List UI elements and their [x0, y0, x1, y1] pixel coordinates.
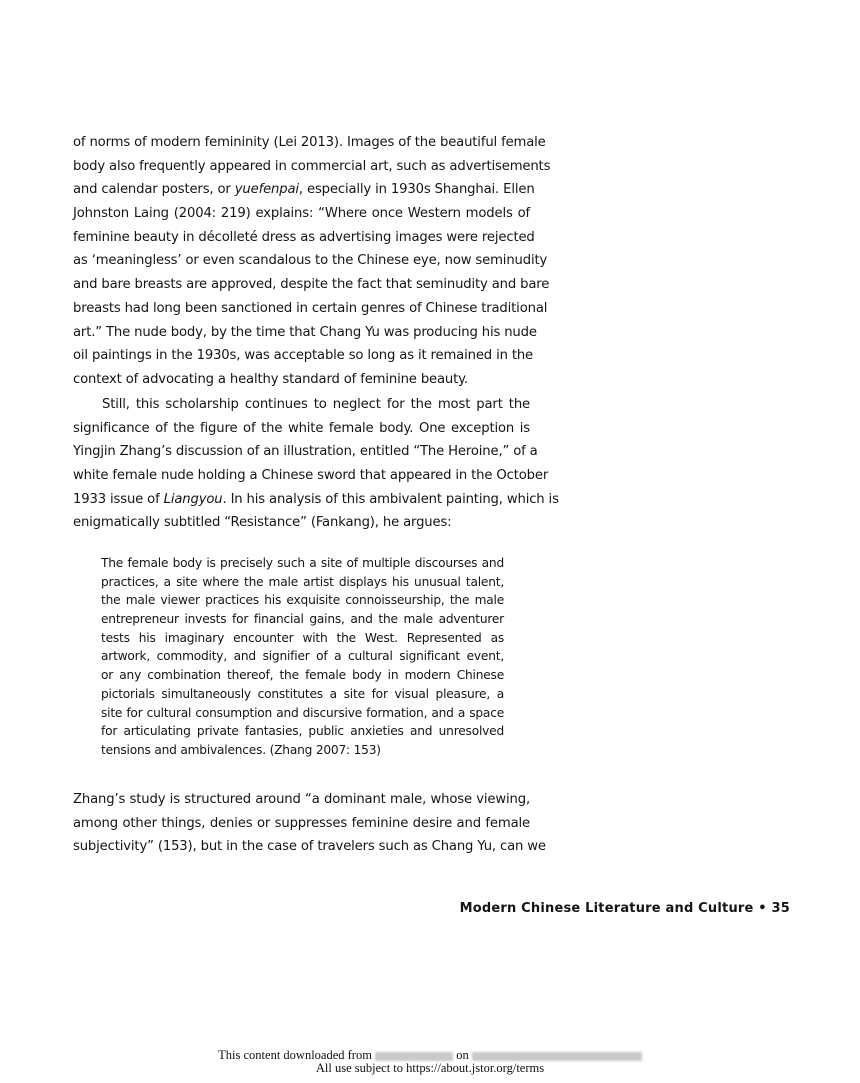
text-line: among other things, denies or suppresses feminine desire and female: [73, 815, 530, 831]
text-line: [73, 226, 535, 250]
quote-line: The female body is precisely such a site of multiple discourses and: [101, 556, 504, 570]
jstor-terms-line: All use subject to https://about.jstor.org/terms: [315, 1061, 545, 1075]
blockquote: [101, 554, 504, 760]
text-span: and bare breasts are approved, despite the fact that seminudity and bare: [73, 277, 550, 293]
quote-line: entrepreneur invests for financial gains, and the male adventurer: [101, 612, 504, 627]
text-line: [73, 249, 548, 273]
italic-term: yuefenpai: [234, 182, 299, 198]
quote-line: site for cultural consumption and discursive formation, and a space: [101, 705, 504, 720]
text-span: oil paintings in the 1930s, was acceptable so long as it remained in the: [73, 348, 534, 364]
text-line: [73, 393, 530, 417]
text-line: [73, 131, 546, 155]
text-line: [73, 321, 537, 345]
text-line: [73, 344, 534, 368]
text-line: [73, 155, 551, 179]
redacted-ip: [375, 1052, 453, 1061]
on-text: on: [456, 1048, 469, 1062]
text-span: art.” The nude body, by the time that Chang Yu was producing his nude: [73, 324, 537, 340]
jstor-download-line: [0, 1049, 860, 1062]
text-span: and calendar posters, or: [73, 182, 235, 198]
quote-line: for articulating private fantasies, public anxieties and unresolved: [101, 724, 504, 739]
quote-line: practices, a site where the male artist displays his unusual talent,: [101, 574, 504, 589]
text-line: [73, 511, 530, 535]
text-span: body also frequently appeared in commercial art, such as advertisements: [73, 158, 551, 174]
text-span: breasts had long been sanctioned in certain genres of Chinese traditional: [73, 300, 548, 316]
text-span: feminine beauty in décolleté dress as advertising images were rejected: [73, 229, 535, 245]
quote-line: or any combination thereof, the female body in modern Chinese: [101, 668, 504, 683]
text-line: [73, 488, 559, 512]
text-span: Johnston Laing (2004: 219) explains: “Where once Western models of: [73, 206, 530, 222]
text-line: Zhang’s study is structured around “a dominant male, whose viewing,: [73, 792, 530, 807]
text-line: [73, 464, 549, 488]
quote-line: pictorials simultaneously constitutes a site for visual pleasure, a: [101, 686, 504, 701]
redacted-date: [472, 1052, 642, 1061]
italic-term: Liangyou: [163, 491, 223, 507]
text-span: . In his analysis of this ambivalent painting, which is: [222, 491, 559, 507]
text-span: of norms of modern femininity (Lei 2013). Images of the beautiful female: [73, 135, 546, 150]
text-span: , especially in 1930s Shanghai. Ellen: [298, 182, 535, 198]
quote-line: tensions and ambivalences. (Zhang 2007: 153): [101, 742, 381, 757]
text-line: [73, 273, 550, 297]
running-footer: Modern Chinese Literature and Culture • 35: [459, 901, 790, 916]
text-span: Still, this scholarship continues to neglect for the most part the: [102, 397, 530, 412]
download-text: This content downloaded from: [218, 1048, 372, 1062]
text-line: [73, 178, 535, 202]
paragraph-1: [73, 131, 551, 392]
text-line: subjectivity” (153), but in the case of travelers such as Chang Yu, can we: [73, 839, 546, 855]
text-line: [73, 417, 530, 441]
text-span: significance of the figure of the white female body. One exception is: [73, 420, 530, 436]
text-line: [73, 202, 530, 226]
paragraph-2: [73, 393, 559, 535]
quote-line: the male viewer practices his exquisite connoisseurship, the male: [101, 593, 504, 608]
quote-line: tests his imaginary encounter with the West. Represented as: [101, 630, 504, 645]
jstor-notice: [0, 1049, 860, 1075]
text-line: [73, 440, 538, 464]
quote-line: artwork, commodity, and signifier of a cultural significant event,: [101, 649, 504, 664]
text-line: [73, 297, 548, 321]
text-span: enigmatically subtitled “Resistance” (Fankang), he argues:: [73, 515, 452, 531]
text-span: as ‘meaningless’ or even scandalous to the Chinese eye, now seminudity: [73, 253, 548, 269]
text-span: white female nude holding a Chinese sword that appeared in the October: [73, 468, 549, 484]
text-line: [73, 368, 530, 392]
text-span: context of advocating a healthy standard of feminine beauty.: [73, 371, 468, 387]
paragraph-3: [73, 788, 546, 859]
text-span: 1933 issue of: [73, 491, 164, 507]
text-span: Yingjin Zhang’s discussion of an illustration, entitled “The Heroine,” of a: [73, 444, 538, 460]
